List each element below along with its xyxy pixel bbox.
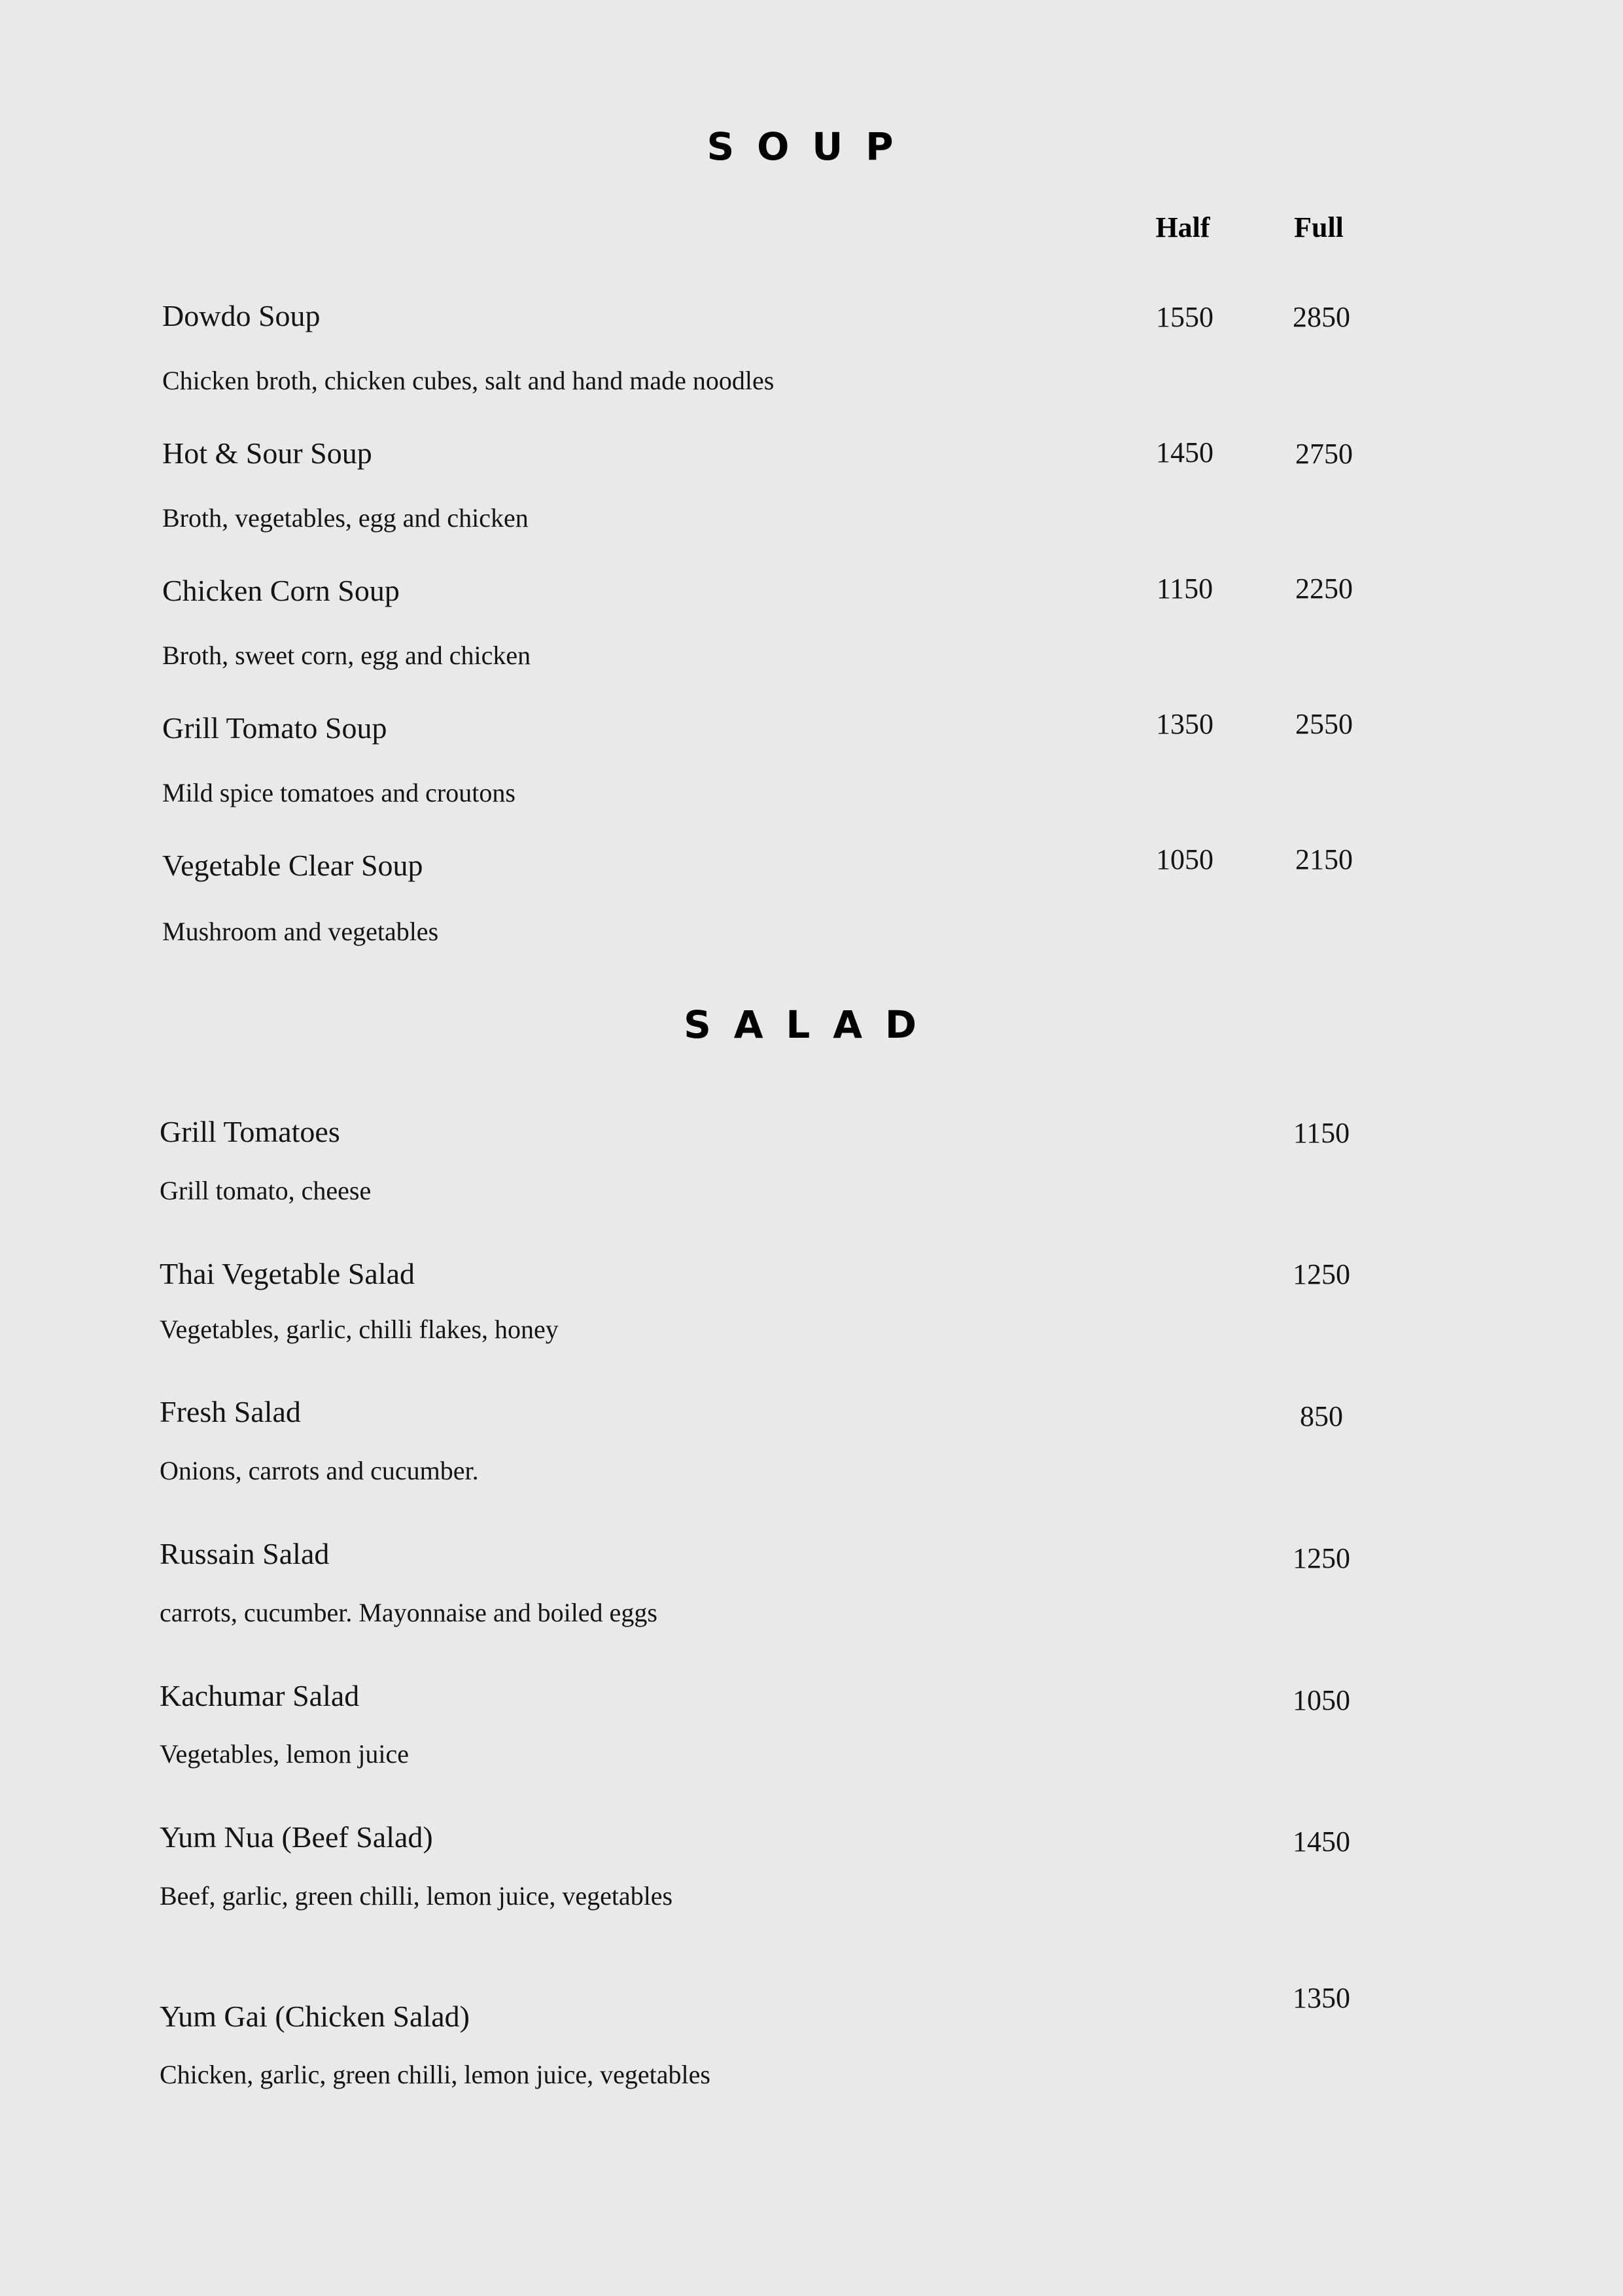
soup-item-name: Hot & Sour Soup [162,436,372,470]
salad-item-name: Fresh Salad [160,1395,301,1428]
soup-item-full-price: 2550 [1295,708,1353,740]
soup-heading: SOUP [707,124,916,169]
soup-item-full-price: 2850 [1293,301,1350,333]
salad-item-price: 1250 [1293,1258,1350,1290]
salad-item-price: 1150 [1293,1117,1350,1149]
soup-item-full-price: 2250 [1295,573,1353,605]
soup-item-half-price: 1150 [1156,573,1213,605]
soup-item-full-price: 2750 [1295,438,1353,470]
soup-item-description: Broth, sweet corn, egg and chicken [162,641,531,670]
salad-item-price: 1250 [1293,1542,1350,1574]
salad-item-description: Beef, garlic, green chilli, lemon juice, vegetables [160,1881,673,1911]
salad-item-name: Kachumar Salad [160,1679,360,1712]
salad-item-price: 850 [1300,1400,1343,1432]
soup-item-name: Grill Tomato Soup [162,711,387,745]
salad-item-name: Grill Tomatoes [160,1115,340,1148]
soup-item-half-price: 1450 [1156,436,1213,468]
salad-item-description: Grill tomato, cheese [160,1176,372,1205]
soup-item-name: Dowdo Soup [162,299,321,332]
salad-item-description: carrots, cucumber. Mayonnaise and boiled eggs [160,1598,657,1627]
half-column-header: Half [1155,211,1210,243]
soup-item-description: Broth, vegetables, egg and chicken [162,503,529,533]
soup-item-half-price: 1050 [1156,843,1213,875]
salad-item-description: Vegetables, garlic, chilli flakes, honey [160,1315,559,1344]
salad-heading: SALAD [684,1002,939,1047]
salad-item-name: Yum Nua (Beef Salad) [160,1820,433,1854]
salad-item-price: 1050 [1293,1684,1350,1716]
soup-item-half-price: 1350 [1156,708,1213,740]
salad-item-name: Yum Gai (Chicken Salad) [160,2000,470,2033]
salad-item-description: Vegetables, lemon juice [160,1739,409,1769]
soup-item-description: Mild spice tomatoes and croutons [162,778,515,807]
salad-item-name: Thai Vegetable Salad [160,1257,415,1290]
full-column-header: Full [1294,211,1344,243]
salad-item-price: 1350 [1293,1982,1350,2014]
soup-item-full-price: 2150 [1295,843,1353,875]
soup-item-half-price: 1550 [1156,301,1213,333]
soup-item-description: Mushroom and vegetables [162,917,439,946]
salad-item-name: Russain Salad [160,1537,330,1570]
salad-item-description: Onions, carrots and cucumber. [160,1456,479,1485]
salad-item-description: Chicken, garlic, green chilli, lemon juice, vegetables [160,2060,710,2089]
salad-item-price: 1450 [1293,1826,1350,1858]
soup-item-description: Chicken broth, chicken cubes, salt and hand made noodles [162,366,775,395]
soup-item-name: Vegetable Clear Soup [162,849,423,882]
soup-item-name: Chicken Corn Soup [162,574,400,607]
